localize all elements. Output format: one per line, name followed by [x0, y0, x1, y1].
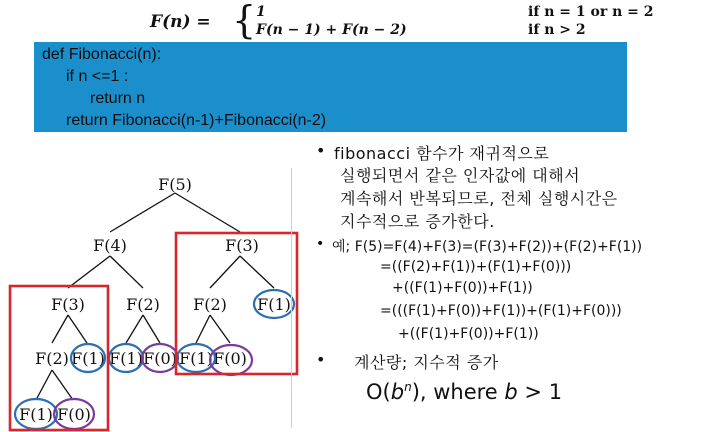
bullet-2-line-1: 예; F(5)=F(4)+F(3)=(F(3)+F(2))+(F(2)+F(1)) — [332, 239, 643, 255]
bullet-3-marker: • — [316, 350, 326, 369]
node-f1-right: F(1) — [257, 295, 291, 314]
node-f2-mid: F(2) — [126, 295, 160, 314]
code-line-2: if n <=1 : — [66, 68, 129, 85]
formula-brace: { — [232, 0, 257, 42]
bullet-3-text: 계산량; 지수적 증가 — [354, 353, 499, 372]
node-f4: F(4) — [93, 236, 127, 255]
formula-condition-1: if n = 1 or n = 2 — [528, 4, 654, 20]
bullet-1-line-2: 실행되면서 같은 인자값에 대해서 — [340, 166, 581, 185]
node-f1-a: F(1) — [71, 349, 105, 368]
bullet-1-line-3: 계속해서 반복되므로, 전체 실행시간은 — [340, 189, 618, 208]
code-block — [34, 42, 627, 132]
recursion-tree — [0, 160, 300, 432]
node-f1-d: F(1) — [19, 405, 53, 424]
complexity-expression — [366, 380, 562, 404]
node-f2-right: F(2) — [193, 295, 227, 314]
code-line-4: return Fibonacci(n-1)+Fibonacci(n-2) — [66, 112, 327, 129]
node-f0-b: F(0) — [213, 349, 247, 368]
code-line-3: return n — [90, 90, 146, 107]
bullet-2-line-3: +((F(1)+F(0))+F(1)) — [392, 280, 533, 296]
complexity-rest: ), where — [411, 380, 505, 404]
complexity-b2: b — [504, 380, 518, 404]
formula-lhs: F(n) = — [150, 12, 211, 32]
formula-case-2: F(n − 1) + F(n − 2) — [256, 22, 407, 38]
complexity-o: O( — [366, 380, 391, 404]
node-f1-b: F(1) — [109, 349, 143, 368]
node-f0-c: F(0) — [57, 405, 91, 424]
node-f1-c: F(1) — [179, 349, 213, 368]
fibonacci-formula — [150, 2, 670, 42]
bullet-2-line-2: =((F(2)+F(1))+(F(1)+F(0))) — [380, 259, 572, 275]
node-f5: F(5) — [158, 175, 192, 194]
bullet-1-line-1: fibonacci 함수가 재귀적으로 — [334, 144, 550, 163]
node-f3-right: F(3) — [225, 236, 259, 255]
node-f3-left: F(3) — [51, 295, 85, 314]
bullet-2-marker: • — [316, 236, 325, 252]
complexity-cond: > 1 — [517, 380, 563, 404]
complexity-b: b — [390, 380, 405, 404]
bullet-2-line-5: +((F(1)+F(0))+F(1)) — [398, 326, 539, 342]
bullet-1-marker: • — [316, 141, 326, 160]
divider-line — [291, 168, 292, 428]
node-f0-a: F(0) — [143, 349, 177, 368]
formula-case-1: 1 — [256, 4, 266, 20]
complexity-n: n — [404, 380, 412, 394]
code-line-1: def Fibonacci(n): — [42, 46, 162, 63]
bullet-1-line-4: 지수적으로 증가한다. — [340, 212, 495, 231]
node-f2-left: F(2) — [35, 349, 69, 368]
bullet-2-line-4: =(((F(1)+F(0))+F(1))+(F(1)+F(0))) — [380, 303, 622, 319]
formula-condition-2: if n > 2 — [528, 22, 586, 38]
